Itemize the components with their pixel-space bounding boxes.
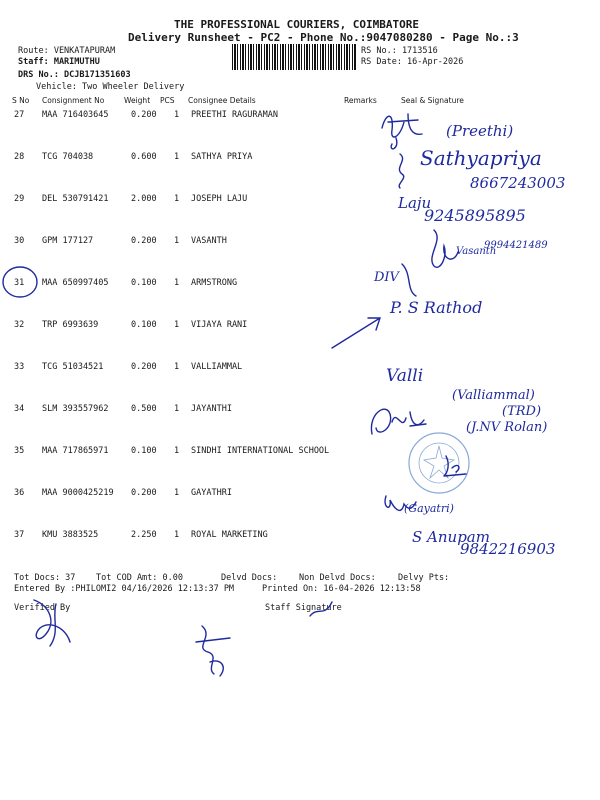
rs-date-label: RS Date: 16-Apr-2026 — [361, 57, 464, 67]
row-pcs: 1 — [174, 194, 180, 204]
tot-cod-label: Tot COD Amt: 0.00 — [96, 573, 183, 583]
row-consignee: JOSEPH LAJU — [191, 194, 248, 204]
row-weight: 0.100 — [131, 320, 157, 330]
col-consignee: Consignee Details — [188, 96, 256, 105]
handwriting-row-28-name: Sathyapriya — [420, 146, 542, 170]
row-consignment: KMU 3883525 — [42, 530, 99, 540]
barcode — [232, 44, 356, 70]
row-weight: 0.100 — [131, 446, 157, 456]
row-weight: 0.200 — [131, 236, 157, 246]
handwriting-row-34-line2: (TRD) — [502, 404, 542, 419]
verified-by-label: Verified By — [14, 603, 71, 613]
row-sno: 32 — [14, 320, 25, 330]
col-weight: Weight — [124, 96, 151, 105]
signature-row-28-mark — [388, 150, 418, 190]
handwriting-row-29-name: Laju — [398, 194, 432, 212]
bottom-signature — [190, 622, 240, 682]
row-sno: 35 — [14, 446, 25, 456]
non-delvd-docs-label: Non Delvd Docs: — [299, 573, 376, 583]
row-consignment: TRP 6993639 — [42, 320, 99, 330]
col-remarks: Remarks — [344, 96, 377, 105]
staff-signature-label: Staff Signature — [265, 603, 342, 613]
handwriting-row-30-phone: 9994421489 — [484, 240, 548, 251]
table-row — [0, 488, 600, 502]
col-consignment: Consignment No — [42, 96, 105, 105]
row-consignment: SLM 393557962 — [42, 404, 109, 414]
row-sno: 33 — [14, 362, 25, 372]
handwriting-row-28-phone: 8667243003 — [470, 174, 566, 192]
row-pcs: 1 — [174, 320, 180, 330]
row-weight: 0.200 — [131, 110, 157, 120]
row-weight: 2.000 — [131, 194, 157, 204]
table-row — [0, 446, 600, 460]
row-pcs: 1 — [174, 530, 180, 540]
runsheet-title: Delivery Runsheet - PC2 - Phone No.:9047080280 - Page No.:3 — [128, 31, 519, 44]
row-sno: 37 — [14, 530, 25, 540]
row-pcs: 1 — [174, 236, 180, 246]
handwriting-row-31: DIV — [374, 270, 399, 285]
row-consignee: GAYATHRI — [191, 488, 232, 498]
row-pcs: 1 — [174, 488, 180, 498]
row-consignment: TCG 51034521 — [42, 362, 104, 372]
table-row — [0, 320, 600, 334]
row-consignment: MAA 716403645 — [42, 110, 109, 120]
delvy-pts-label: Delvy Pts: — [398, 573, 450, 583]
route-label: Route: VENKATAPURAM — [18, 46, 116, 56]
row-consignee: ARMSTRONG — [191, 278, 238, 288]
row-consignment: GPM 177127 — [42, 236, 94, 246]
row-consignee: SINDHI INTERNATIONAL SCHOOL — [191, 446, 330, 456]
row-consignment: MAA 650997405 — [42, 278, 109, 288]
company-title: THE PROFESSIONAL COURIERS, COIMBATORE — [174, 18, 420, 31]
handwriting-row-33: Valli — [386, 366, 424, 386]
row-sno: 28 — [14, 152, 25, 162]
row-sno: 34 — [14, 404, 25, 414]
table-row — [0, 362, 600, 376]
delvd-docs-label: Delvd Docs: — [221, 573, 278, 583]
row-consignee: VASANTH — [191, 236, 227, 246]
row-consignee: VIJAYA RANI — [191, 320, 248, 330]
rs-no-label: RS No.: 1713516 — [361, 46, 438, 56]
handwriting-row-34-line1: (Valliammal) — [452, 388, 535, 403]
row-pcs: 1 — [174, 446, 180, 456]
row-sno: 27 — [14, 110, 25, 120]
staff-label: Staff: MARIMUTHU — [18, 57, 100, 67]
handwriting-row-34-line3: (J.NV Rolan) — [466, 420, 548, 435]
row-31-circle-mark — [0, 264, 40, 300]
handwriting-row-37-name: S Anupam — [412, 528, 490, 546]
table-row — [0, 278, 600, 292]
row-consignee: ROYAL MARKETING — [191, 530, 268, 540]
vehicle-label: Vehicle: Two Wheeler Delivery — [36, 82, 185, 92]
row-consignment: MAA 9000425219 — [42, 488, 114, 498]
staff-signature-stroke — [306, 598, 336, 622]
row-weight: 0.200 — [131, 488, 157, 498]
row-consignment: MAA 717865971 — [42, 446, 109, 456]
handwriting-row-32: P. S Rathod — [390, 298, 483, 317]
row-weight: 0.200 — [131, 362, 157, 372]
signature-row-31-stroke — [398, 260, 428, 300]
row-consignee: VALLIAMMAL — [191, 362, 243, 372]
row-consignment: TCG 704038 — [42, 152, 94, 162]
row-pcs: 1 — [174, 278, 180, 288]
row-sno: 31 — [14, 278, 25, 288]
row-sno: 30 — [14, 236, 25, 246]
col-sno: S No — [12, 96, 30, 105]
row-consignee: PREETHI RAGURAMAN — [191, 110, 278, 120]
row-pcs: 1 — [174, 152, 180, 162]
arrow-icon — [330, 312, 386, 352]
tot-docs-label: Tot Docs: 37 — [14, 573, 76, 583]
row-sno: 29 — [14, 194, 25, 204]
handwriting-row-37-phone: 9842216903 — [460, 540, 556, 558]
row-consignee: JAYANTHI — [191, 404, 232, 414]
row-consignee: SATHYA PRIYA — [191, 152, 253, 162]
row-pcs: 1 — [174, 110, 180, 120]
row-weight: 2.250 — [131, 530, 157, 540]
col-pcs: PCS — [160, 96, 175, 105]
entered-by-label: Entered By :PHILOMI2 04/16/2026 12:13:37 PM — [14, 584, 235, 594]
row-consignment: DEL 530791421 — [42, 194, 109, 204]
row-weight: 0.600 — [131, 152, 157, 162]
handwriting-row-27: (Preethi) — [446, 122, 514, 140]
handwriting-row-29-phone: 9245895895 — [424, 206, 526, 225]
row-pcs: 1 — [174, 362, 180, 372]
row-weight: 0.100 — [131, 278, 157, 288]
verified-by-signature — [26, 594, 82, 654]
row-sno: 36 — [14, 488, 25, 498]
row-weight: 0.500 — [131, 404, 157, 414]
col-seal: Seal & Signature — [401, 96, 464, 105]
row-pcs: 1 — [174, 404, 180, 414]
handwriting-row-30-name: Vasanth — [456, 246, 497, 257]
handwriting-row-36: (Gayatri) — [404, 502, 454, 515]
drs-label: DRS No.: DCJB171351603 — [18, 70, 131, 80]
signature-row-35 — [440, 452, 470, 480]
printed-on-label: Printed On: 16-04-2026 12:13:58 — [262, 584, 421, 594]
